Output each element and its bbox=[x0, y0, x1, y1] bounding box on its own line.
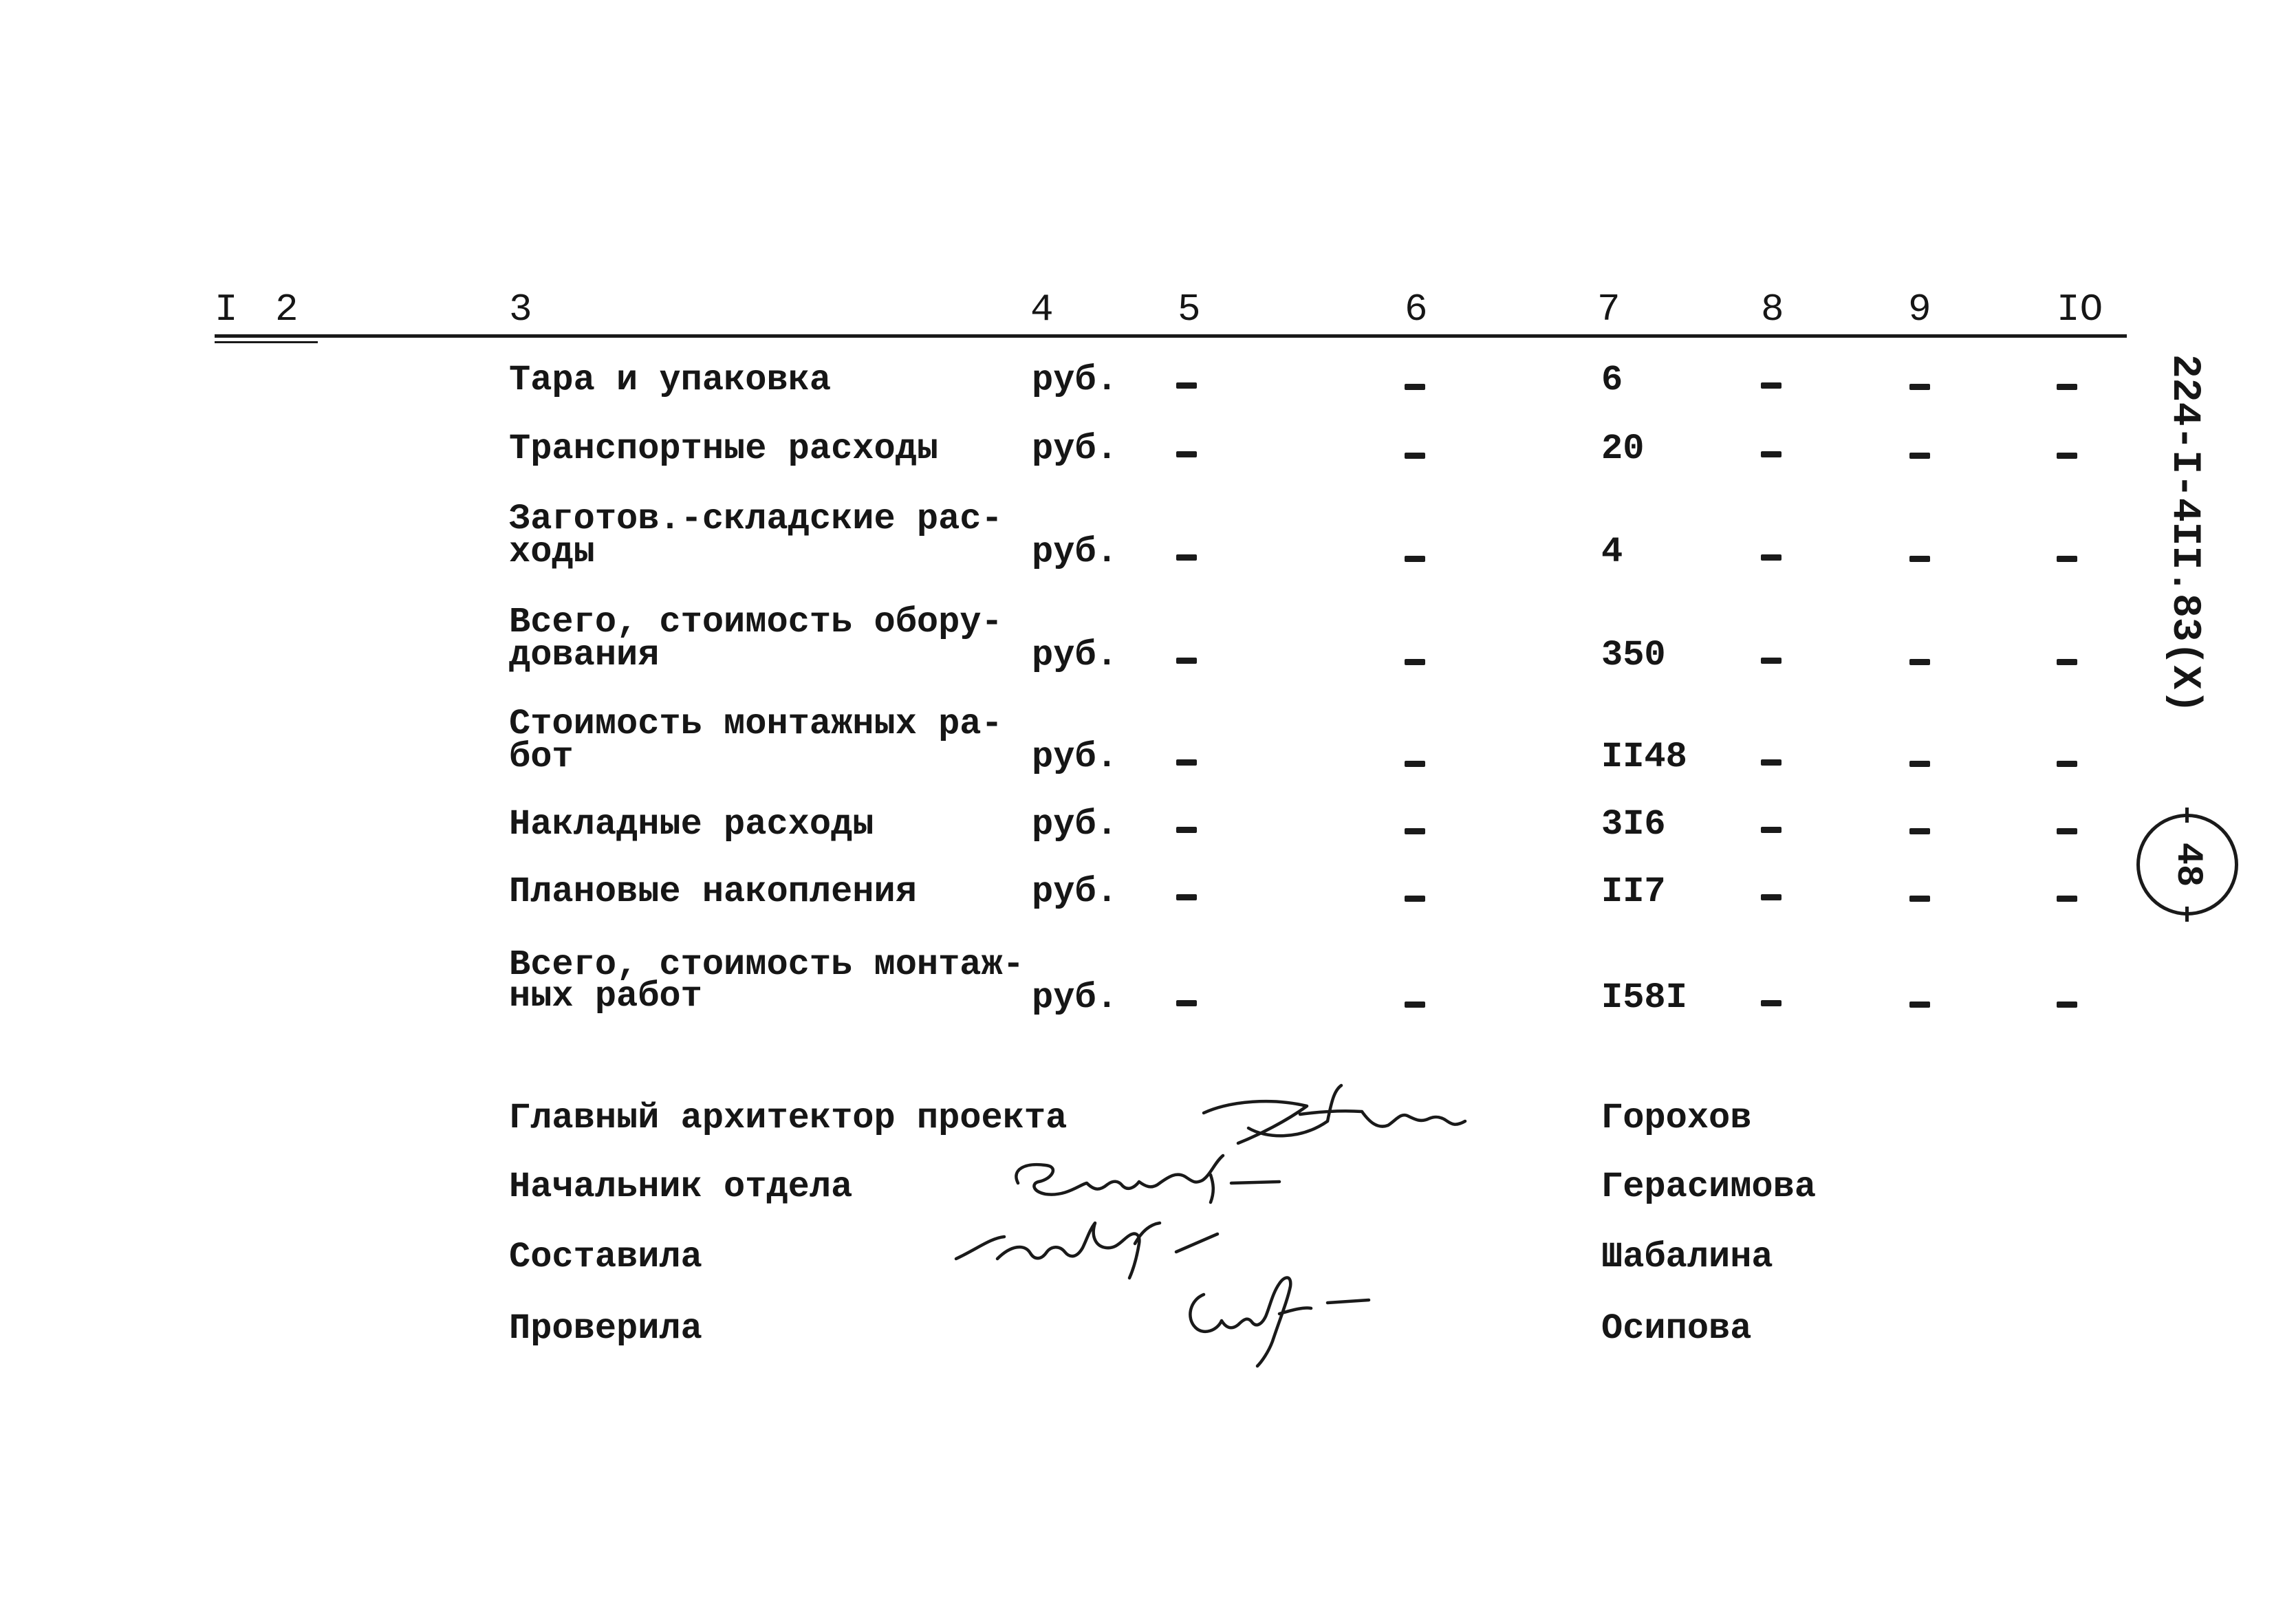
dash-col10 bbox=[2057, 556, 2077, 562]
signature-name: Шабалина bbox=[1601, 1237, 1773, 1277]
row-value: 6 bbox=[1601, 360, 1623, 400]
dash-col5 bbox=[1176, 554, 1197, 561]
dash-col10 bbox=[2057, 384, 2077, 390]
row-value: 20 bbox=[1601, 429, 1645, 469]
row-name: Плановые накопления bbox=[509, 871, 917, 912]
dash-col9 bbox=[1909, 828, 1930, 834]
dash-col5 bbox=[1176, 451, 1197, 457]
dash-col9 bbox=[1909, 453, 1930, 459]
dash-col5 bbox=[1176, 894, 1197, 900]
dash-col8 bbox=[1761, 894, 1782, 900]
column-number-8: 8 bbox=[1761, 288, 1784, 332]
row-unit: руб. bbox=[1032, 804, 1118, 845]
dash-col8 bbox=[1761, 382, 1782, 389]
signature-role: Проверила bbox=[509, 1308, 702, 1349]
dash-col10 bbox=[2057, 828, 2077, 834]
column-number-5: 5 bbox=[1178, 288, 1201, 332]
header-rule bbox=[215, 334, 2127, 338]
dash-col10 bbox=[2057, 1002, 2077, 1008]
header-rule-underline bbox=[215, 341, 318, 343]
dash-col9 bbox=[1909, 896, 1930, 902]
column-number-1: I bbox=[215, 288, 238, 332]
row-value: I58I bbox=[1601, 977, 1687, 1018]
signature-role: Составила bbox=[509, 1237, 702, 1277]
row-name-line-2: дования bbox=[509, 635, 660, 675]
dash-col9 bbox=[1909, 384, 1930, 390]
row-name: Транспортные расходы bbox=[509, 429, 939, 469]
handwritten-signature bbox=[1176, 1259, 1396, 1369]
dash-col6 bbox=[1405, 659, 1425, 665]
dash-col6 bbox=[1405, 828, 1425, 834]
column-number-10: IO bbox=[2057, 288, 2103, 332]
row-name-line-1: Стоимость монтажных ра- bbox=[509, 704, 1003, 744]
row-name-line-2: ных работ bbox=[509, 976, 702, 1017]
dash-col9 bbox=[1909, 659, 1930, 665]
dash-col5 bbox=[1176, 1000, 1197, 1006]
column-number-7: 7 bbox=[1597, 288, 1621, 332]
document-code: 224-I-4II.83(X) bbox=[2162, 354, 2207, 714]
dash-col5 bbox=[1176, 827, 1197, 833]
dash-col9 bbox=[1909, 556, 1930, 562]
dash-col6 bbox=[1405, 761, 1425, 767]
column-number-2: 2 bbox=[275, 288, 299, 332]
row-value: II48 bbox=[1601, 737, 1687, 777]
row-name: Накладные расходы bbox=[509, 804, 874, 845]
dash-col8 bbox=[1761, 759, 1782, 766]
dash-col6 bbox=[1405, 1002, 1425, 1008]
page-number: 48 bbox=[2167, 842, 2209, 887]
dash-col5 bbox=[1176, 382, 1197, 389]
row-value: 3I6 bbox=[1601, 804, 1666, 845]
dash-col8 bbox=[1761, 554, 1782, 561]
signature-role: Начальник отдела bbox=[509, 1167, 853, 1207]
dash-col10 bbox=[2057, 659, 2077, 665]
page-number-circle bbox=[2136, 814, 2238, 916]
row-name-line-1: Всего, стоимость обору- bbox=[509, 602, 1003, 642]
row-name-line-2: бот bbox=[509, 737, 574, 777]
row-unit: руб. bbox=[1032, 871, 1118, 912]
signature-name: Осипова bbox=[1601, 1308, 1752, 1349]
row-name-line-2: ходы bbox=[509, 532, 595, 572]
dash-col5 bbox=[1176, 658, 1197, 664]
dash-col6 bbox=[1405, 453, 1425, 459]
dash-col9 bbox=[1909, 1002, 1930, 1008]
table-header bbox=[0, 0, 2274, 344]
column-number-4: 4 bbox=[1030, 288, 1054, 332]
row-value: 4 bbox=[1601, 532, 1623, 572]
row-unit: руб. bbox=[1032, 635, 1118, 675]
row-unit: руб. bbox=[1032, 977, 1118, 1018]
row-value: II7 bbox=[1601, 871, 1666, 912]
dash-col6 bbox=[1405, 896, 1425, 902]
dash-col8 bbox=[1761, 451, 1782, 457]
row-name-line-1: Заготов.-складские рас- bbox=[509, 499, 1003, 539]
dash-col10 bbox=[2057, 761, 2077, 767]
row-unit: руб. bbox=[1032, 360, 1118, 400]
row-unit: руб. bbox=[1032, 532, 1118, 572]
dash-col10 bbox=[2057, 896, 2077, 902]
circle-tick-bottom bbox=[2185, 907, 2189, 922]
signature-name: Горохов bbox=[1601, 1098, 1752, 1138]
column-number-6: 6 bbox=[1405, 288, 1428, 332]
row-name-line-1: Всего, стоимость монтаж- bbox=[509, 944, 1024, 985]
dash-col8 bbox=[1761, 827, 1782, 833]
column-number-3: 3 bbox=[509, 288, 532, 332]
row-name: Тара и упаковка bbox=[509, 360, 832, 400]
signature-role: Главный архитектор проекта bbox=[509, 1098, 1068, 1138]
dash-col8 bbox=[1761, 1000, 1782, 1006]
column-number-9: 9 bbox=[1908, 288, 1931, 332]
dash-col6 bbox=[1405, 384, 1425, 390]
row-unit: руб. bbox=[1032, 737, 1118, 777]
dash-col5 bbox=[1176, 759, 1197, 766]
dash-col9 bbox=[1909, 761, 1930, 767]
signature-name: Герасимова bbox=[1601, 1167, 1817, 1207]
circle-tick-top bbox=[2185, 808, 2189, 823]
row-value: 350 bbox=[1601, 635, 1666, 675]
dash-col6 bbox=[1405, 556, 1425, 562]
dash-col10 bbox=[2057, 453, 2077, 459]
dash-col8 bbox=[1761, 658, 1782, 664]
row-unit: руб. bbox=[1032, 429, 1118, 469]
